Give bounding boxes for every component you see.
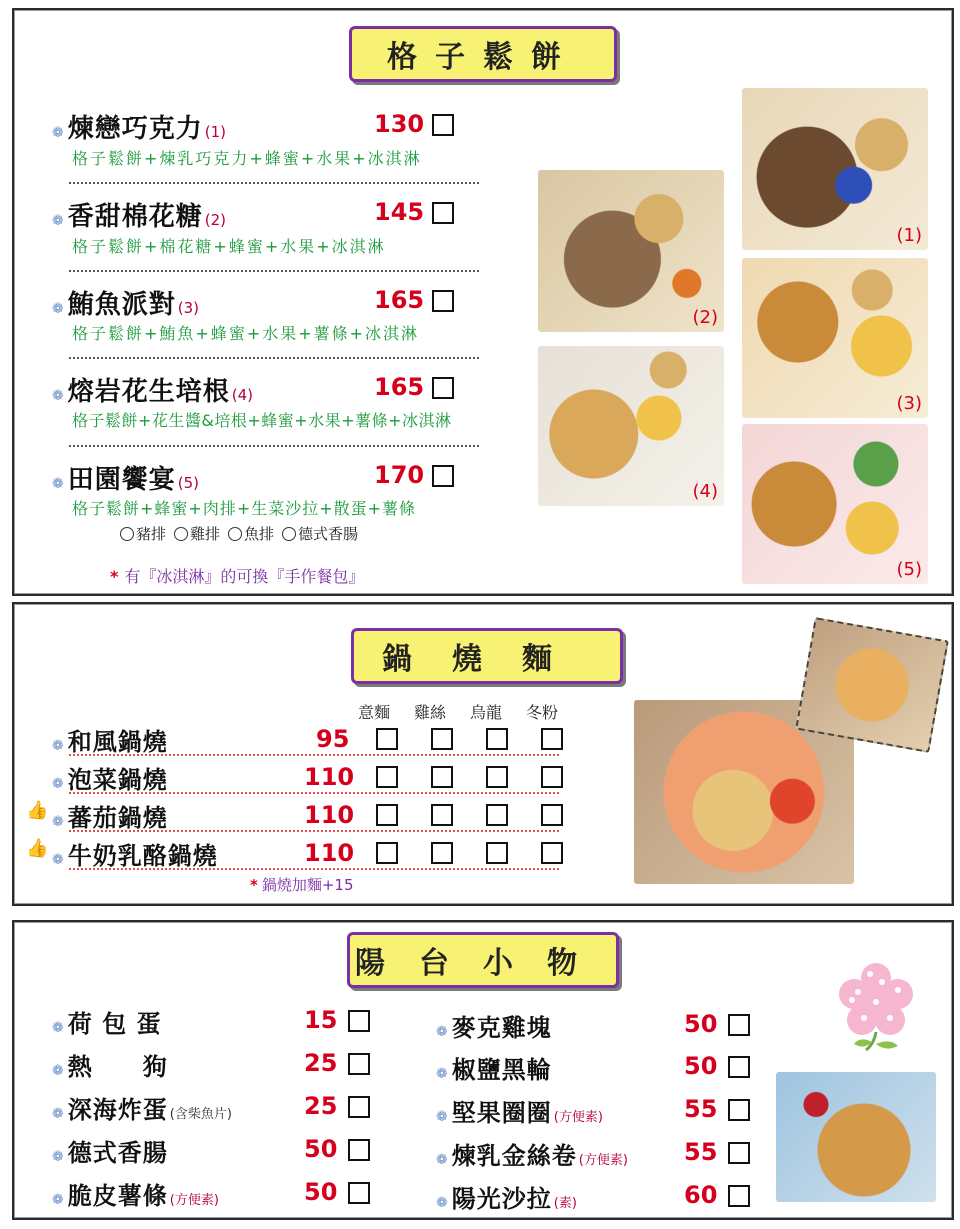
option-radio[interactable]: 豬排 bbox=[120, 523, 166, 544]
divider bbox=[69, 270, 479, 272]
snacks-photo bbox=[776, 1072, 936, 1202]
item-name: 麥克雞塊 bbox=[451, 1014, 552, 1042]
waffle-item bbox=[52, 284, 199, 321]
noodle-title: 鍋燒麵 bbox=[351, 628, 623, 684]
item-number: ( 1) bbox=[205, 123, 226, 141]
item-price: 145 bbox=[374, 198, 425, 226]
flower-bullet-icon: ❁ bbox=[52, 213, 64, 229]
flower-bullet-icon: ❁ bbox=[52, 1192, 64, 1208]
flower-bullet-icon: ❁ bbox=[436, 1109, 448, 1125]
flower-bullet-icon: ❁ bbox=[52, 125, 64, 141]
meat-options bbox=[120, 523, 366, 544]
item-price: 130 bbox=[374, 110, 425, 138]
waffle-photo-1 bbox=[742, 88, 928, 250]
asterisk-icon: * bbox=[110, 567, 119, 586]
waffle-photo-4 bbox=[538, 346, 724, 506]
flower-bullet-icon: ❁ bbox=[436, 1066, 448, 1082]
option-radio[interactable]: 魚排 bbox=[228, 523, 274, 544]
item-price: 50 bbox=[304, 1178, 338, 1206]
noodle-checkbox[interactable] bbox=[431, 728, 453, 750]
noodle-checkbox[interactable] bbox=[541, 728, 563, 750]
order-checkbox[interactable] bbox=[432, 290, 454, 312]
flower-bullet-icon: ❁ bbox=[52, 1063, 64, 1079]
order-checkbox[interactable] bbox=[348, 1096, 370, 1118]
flower-bullet-icon: ❁ bbox=[52, 814, 64, 830]
item-number: ( 4) bbox=[232, 386, 253, 404]
noodle-panel bbox=[12, 602, 954, 906]
snack-item bbox=[52, 1176, 219, 1211]
snacks-title: 陽台小物 bbox=[347, 932, 619, 988]
noodle-checkbox[interactable] bbox=[376, 804, 398, 826]
noodle-checkbox[interactable] bbox=[541, 766, 563, 788]
item-price: 110 bbox=[304, 801, 355, 829]
flower-bullet-icon: ❁ bbox=[436, 1152, 448, 1168]
item-name: 和風鍋燒 bbox=[67, 728, 168, 756]
item-name: 深海炸蛋 bbox=[67, 1096, 168, 1124]
item-note: ( 方便素 ) bbox=[170, 1189, 219, 1208]
divider bbox=[69, 445, 479, 447]
option-radio[interactable]: 德式香腸 bbox=[282, 523, 358, 544]
order-checkbox[interactable] bbox=[348, 1182, 370, 1204]
photo-label: (1) bbox=[896, 225, 922, 246]
flower-bullet-icon: ❁ bbox=[52, 738, 64, 754]
noodle-item bbox=[52, 798, 168, 833]
order-checkbox[interactable] bbox=[348, 1010, 370, 1032]
waffle-photo-3 bbox=[742, 258, 928, 418]
noodle-photo-inset bbox=[795, 617, 949, 753]
noodle-checkbox[interactable] bbox=[376, 842, 398, 864]
item-name: 脆皮薯條 bbox=[67, 1182, 168, 1210]
item-name: 德式香腸 bbox=[67, 1139, 168, 1167]
item-description: 格子鬆餅+花生醬&培根+蜂蜜+水果+薯條+冰淇淋 bbox=[72, 411, 452, 430]
noodle-checkbox[interactable] bbox=[541, 804, 563, 826]
waffle-title: 格子鬆餅 bbox=[349, 26, 617, 82]
noodle-checkbox[interactable] bbox=[376, 766, 398, 788]
item-name: 鮪魚派對 bbox=[67, 290, 176, 320]
order-checkbox[interactable] bbox=[728, 1056, 750, 1078]
flower-bullet-icon: ❁ bbox=[52, 776, 64, 792]
snack-item bbox=[52, 1004, 161, 1039]
order-checkbox[interactable] bbox=[432, 202, 454, 224]
noodle-checkbox[interactable] bbox=[431, 804, 453, 826]
item-price: 110 bbox=[304, 763, 355, 791]
waffle-item bbox=[52, 371, 253, 408]
item-note: ( 方便素 ) bbox=[579, 1149, 628, 1168]
divider bbox=[69, 754, 559, 756]
item-name: 荷 包 蛋 bbox=[67, 1010, 162, 1038]
order-checkbox[interactable] bbox=[348, 1139, 370, 1161]
flower-bullet-icon: ❁ bbox=[52, 1149, 64, 1165]
flower-bullet-icon: ❁ bbox=[52, 301, 64, 317]
order-checkbox[interactable] bbox=[728, 1014, 750, 1036]
order-checkbox[interactable] bbox=[348, 1053, 370, 1075]
divider bbox=[69, 792, 559, 794]
item-note: ( 方便素 ) bbox=[554, 1106, 603, 1125]
noodle-checkbox[interactable] bbox=[486, 842, 508, 864]
item-name: 陽光沙拉 bbox=[451, 1185, 552, 1213]
waffle-footnote: * 有『冰淇淋』的可換『手作餐包』 bbox=[110, 567, 365, 586]
photo-label: (3) bbox=[896, 393, 922, 414]
item-name: 蕃茄鍋燒 bbox=[67, 804, 168, 832]
waffle-item bbox=[52, 196, 226, 233]
item-number: ( 3) bbox=[178, 299, 199, 317]
item-price: 25 bbox=[304, 1092, 338, 1120]
snack-item bbox=[52, 1090, 232, 1125]
column-header: 意麵 bbox=[358, 703, 391, 722]
item-price: 165 bbox=[374, 286, 425, 314]
noodle-footnote: * 鍋燒加麵+15 bbox=[250, 876, 354, 894]
item-price: 15 bbox=[304, 1006, 338, 1034]
item-description: 格子鬆餅+鮪魚+蜂蜜+水果+薯條+冰淇淋 bbox=[72, 324, 420, 343]
waffle-photo-5 bbox=[742, 424, 928, 584]
item-note: ( 素 ) bbox=[554, 1192, 577, 1211]
photo-label: (4) bbox=[692, 481, 718, 502]
flower-bullet-icon: ❁ bbox=[436, 1195, 448, 1211]
item-number: ( 5) bbox=[178, 474, 199, 492]
noodle-item bbox=[52, 760, 168, 795]
waffle-item bbox=[52, 459, 199, 496]
item-name: 香甜棉花糖 bbox=[67, 202, 203, 232]
flower-bullet-icon: ❁ bbox=[52, 388, 64, 404]
item-price: 25 bbox=[304, 1049, 338, 1077]
noodle-checkbox[interactable] bbox=[486, 766, 508, 788]
item-description: 格子鬆餅+棉花糖+蜂蜜+水果+冰淇淋 bbox=[72, 237, 386, 256]
noodle-item bbox=[52, 722, 168, 757]
order-checkbox[interactable] bbox=[432, 465, 454, 487]
order-checkbox[interactable] bbox=[432, 114, 454, 136]
waffle-photo-2 bbox=[538, 170, 724, 332]
divider bbox=[69, 357, 479, 359]
snack-item bbox=[436, 1050, 552, 1085]
flower-bullet-icon: ❁ bbox=[52, 1020, 64, 1036]
order-checkbox[interactable] bbox=[728, 1142, 750, 1164]
item-price: 50 bbox=[684, 1010, 718, 1038]
flower-bullet-icon: ❁ bbox=[52, 1106, 64, 1122]
divider bbox=[69, 830, 559, 832]
snacks-panel bbox=[12, 920, 954, 1220]
item-price: 170 bbox=[374, 461, 425, 489]
item-description: 格子鬆餅+蜂蜜+肉排+生菜沙拉+散蛋+薯條 bbox=[72, 499, 417, 518]
snack-item bbox=[52, 1133, 168, 1168]
item-name: 田園饗宴 bbox=[67, 465, 176, 495]
item-price: 55 bbox=[684, 1095, 718, 1123]
column-header: 烏龍 bbox=[470, 703, 503, 722]
item-name: 煉乳金絲卷 bbox=[451, 1142, 577, 1170]
waffle-panel bbox=[12, 8, 954, 596]
snack-item bbox=[52, 1047, 168, 1082]
noodle-checkbox[interactable] bbox=[541, 842, 563, 864]
snack-item bbox=[436, 1179, 577, 1214]
item-name: 堅果圈圈 bbox=[451, 1099, 552, 1127]
photo-label: (5) bbox=[896, 559, 922, 580]
waffle-item bbox=[52, 108, 226, 145]
divider bbox=[69, 868, 559, 870]
item-name: 椒鹽黑輪 bbox=[451, 1056, 552, 1084]
noodle-checkbox[interactable] bbox=[431, 766, 453, 788]
pink-flower-icon bbox=[836, 962, 916, 1052]
item-number: ( 2) bbox=[205, 211, 226, 229]
noodle-item bbox=[52, 836, 218, 871]
column-header: 雞絲 bbox=[414, 703, 447, 722]
photo-label: (2) bbox=[692, 307, 718, 328]
thumbs-up-icon: 👍 bbox=[26, 838, 49, 859]
thumbs-up-icon: 👍 bbox=[26, 800, 49, 821]
item-price: 50 bbox=[684, 1052, 718, 1080]
noodle-checkbox[interactable] bbox=[486, 728, 508, 750]
option-radio[interactable]: 雞排 bbox=[174, 523, 220, 544]
column-header: 冬粉 bbox=[526, 703, 559, 722]
item-name: 熔岩花生培根 bbox=[67, 377, 230, 407]
item-price: 60 bbox=[684, 1181, 718, 1209]
flower-bullet-icon: ❁ bbox=[436, 1024, 448, 1040]
item-price: 110 bbox=[304, 839, 355, 867]
snack-item bbox=[436, 1136, 628, 1171]
noodle-checkbox[interactable] bbox=[431, 842, 453, 864]
item-name: 泡菜鍋燒 bbox=[67, 766, 168, 794]
item-price: 165 bbox=[374, 373, 425, 401]
item-note: ( 含柴魚片 ) bbox=[170, 1103, 232, 1122]
order-checkbox[interactable] bbox=[432, 377, 454, 399]
item-price: 55 bbox=[684, 1138, 718, 1166]
item-name: 熱 狗 bbox=[67, 1053, 168, 1081]
divider bbox=[69, 182, 479, 184]
order-checkbox[interactable] bbox=[728, 1185, 750, 1207]
item-name: 煉戀巧克力 bbox=[67, 114, 203, 144]
noodle-checkbox[interactable] bbox=[376, 728, 398, 750]
asterisk-icon: * bbox=[250, 876, 258, 894]
snack-item bbox=[436, 1093, 603, 1128]
item-price: 50 bbox=[304, 1135, 338, 1163]
noodle-checkbox[interactable] bbox=[486, 804, 508, 826]
snack-item bbox=[436, 1008, 552, 1043]
flower-bullet-icon: ❁ bbox=[52, 852, 64, 868]
order-checkbox[interactable] bbox=[728, 1099, 750, 1121]
item-description: 格子鬆餅+煉乳巧克力+蜂蜜+水果+冰淇淋 bbox=[72, 149, 422, 168]
item-name: 牛奶乳酪鍋燒 bbox=[67, 842, 218, 870]
flower-bullet-icon: ❁ bbox=[52, 476, 64, 492]
item-price: 95 bbox=[316, 725, 350, 753]
